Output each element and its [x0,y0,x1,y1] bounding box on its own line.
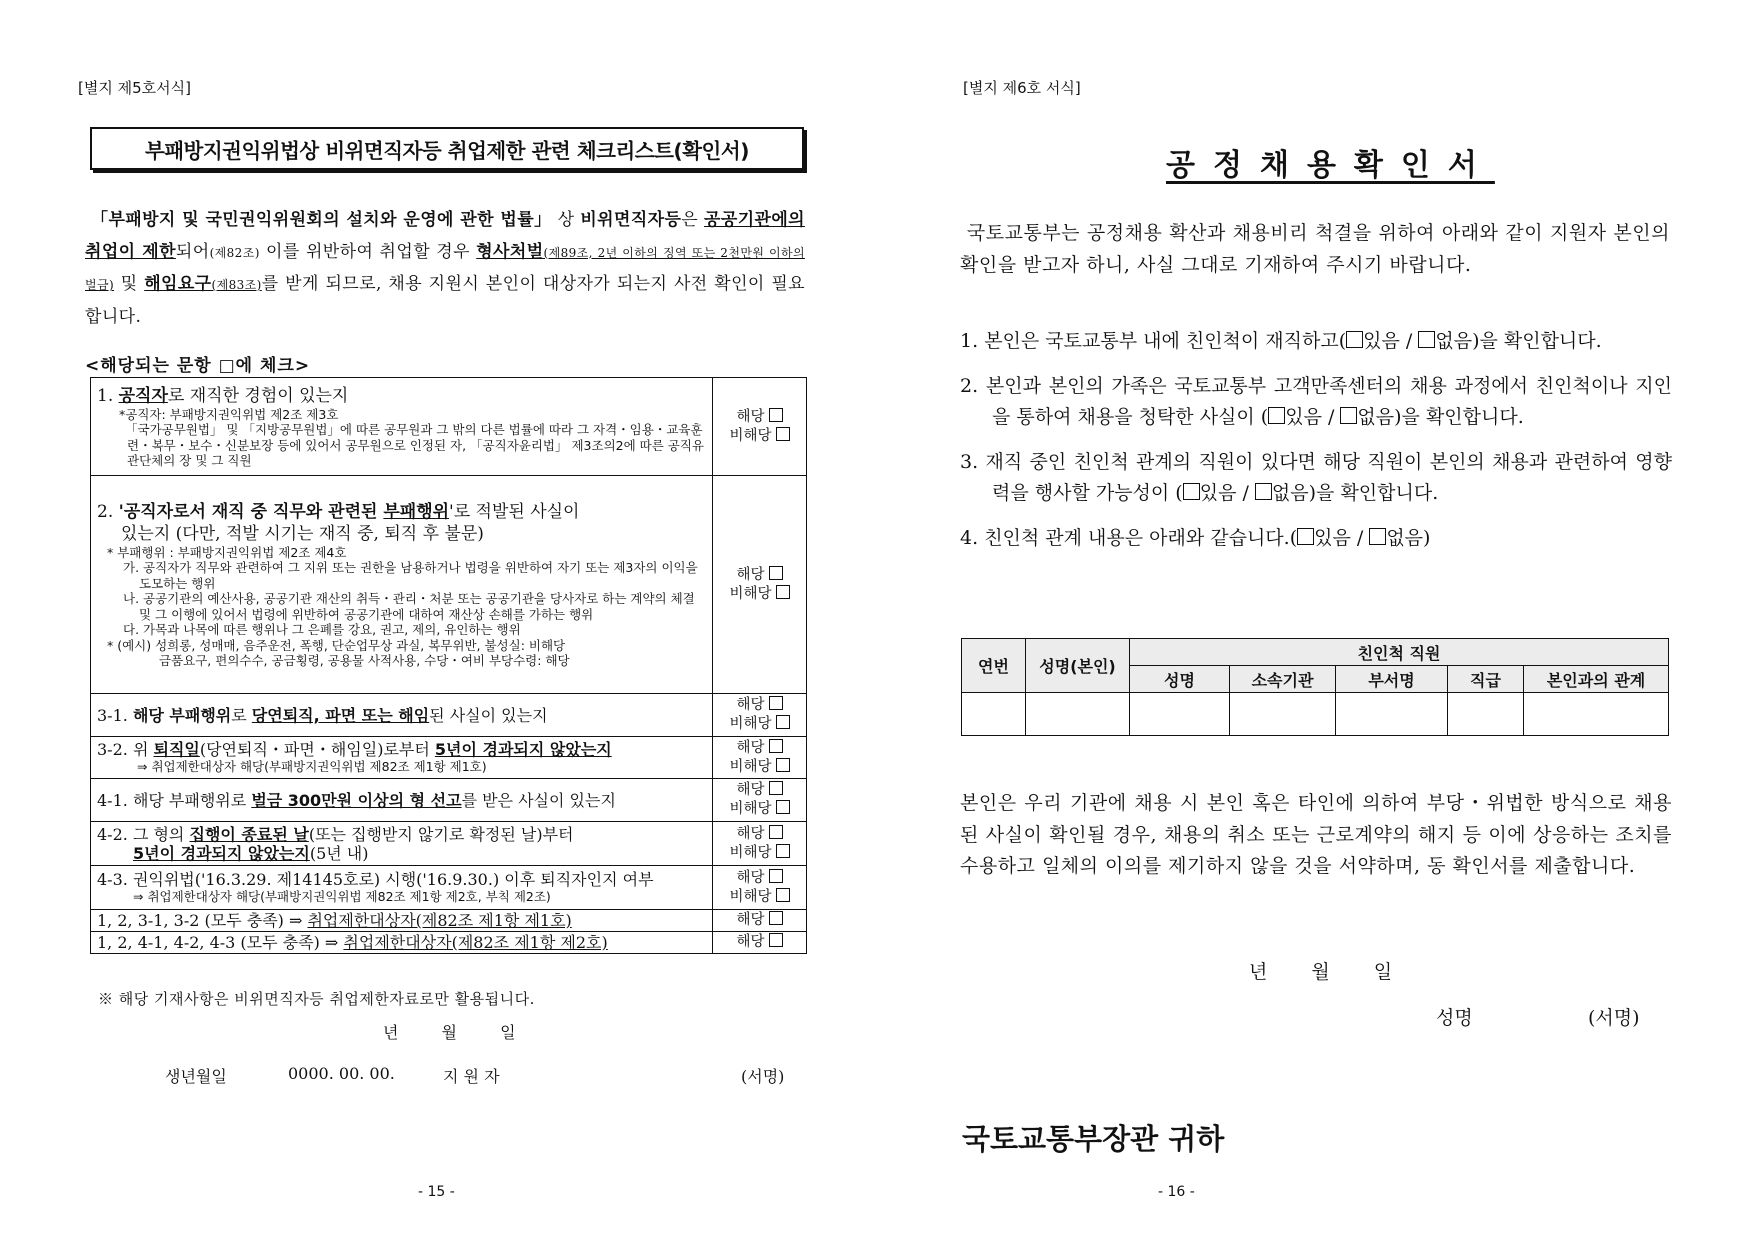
row-number: 2. [97,501,119,522]
option-yes-label: 해당 [736,408,765,425]
document-title: 공정채용확인서 [1166,148,1495,183]
option-no-label: 없음 [1357,406,1395,428]
item-text: )을 확인합니다. [1472,330,1602,352]
question-3-1 [91,694,713,737]
row-keyword: 5년이 경과되지 않았는지 [133,843,310,863]
answer-options [713,694,807,737]
table-row [91,932,807,954]
option-no-label: 비해당 [729,585,772,602]
row-number: 4-2. 그 형의 [97,824,190,844]
header-department: 부서명 [1336,666,1448,693]
item-text: 본인과 본인의 가족은 국토교통부 고객만족센터의 채용 과정에서 친인척이나 지인을 통하여 채용을 청탁한 사실이 ( [985,374,1672,428]
answer-options [713,866,807,910]
header-organization: 소속기관 [1230,666,1336,693]
list-item [960,371,1672,434]
summary-row-2 [91,932,713,954]
option-no-label: 없음 [1386,526,1424,549]
page-number: - 15 - [418,1184,455,1200]
item-text: ) [1423,526,1431,549]
row-keyword: 벌금 300만원 이상의 형 선고 [251,790,462,810]
option-yes-label: 해당 [736,912,765,928]
table-row [962,693,1669,736]
option-yes-label: 있음 [1314,526,1351,549]
row-text: (5년 내) [309,843,369,863]
table-row [91,378,807,476]
intro-ref: (제82조) [209,245,260,260]
law-name: 「부패방지 및 국민권익위원회의 설치와 운영에 관한 법률」 [90,210,552,230]
list-item [960,447,1672,510]
checkbox-yes[interactable] [1297,528,1314,545]
checkbox-no[interactable] [1340,407,1357,424]
row-result: 취업제한대상자(제82조 제1항 제1호) [307,911,572,930]
table-row [91,476,807,694]
row-result: 취업제한대상자(제82조 제1항 제2호) [343,933,608,952]
option-no-label: 비해당 [729,716,772,732]
relatives-table [961,638,1669,736]
checkbox-no[interactable] [776,427,790,441]
item-text: 친인척 관계 내용은 아래와 같습니다.( [984,526,1298,549]
option-yes-label: 해당 [736,869,765,886]
row-text: 4-3. 권익위법('16.3.29. 제14145호로) 시행('16.9.30.) 이후 퇴직자인지 여부 [97,870,654,890]
birth-value: 0000. 00. 00. [288,1064,395,1083]
signature-mark: (서명) [1588,1007,1640,1029]
option-no-label: 없음 [1435,330,1473,352]
checkbox-yes[interactable] [1183,483,1200,500]
birth-label: 생년월일 [165,1067,227,1086]
header-relative-name: 성명 [1130,666,1230,693]
item-text: 본인은 국토교통부 내에 친인척이 재직하고( [984,330,1347,352]
separator: / [1399,330,1419,352]
checkbox-no[interactable] [776,844,790,858]
row-keyword: 집행이 종료된 날 [189,824,309,844]
check-heading: <해당되는 문항 □에 체크> [85,356,311,376]
header-group: 친인척 직원 [1130,639,1669,666]
table-row [91,694,807,737]
separator: / [1350,526,1370,549]
checkbox-no[interactable] [1369,528,1386,545]
option-no-label: 비해당 [729,758,772,775]
form-label: [별지 제6호 서식] [963,79,1081,97]
option-no-label: 비해당 [729,844,772,861]
table-row [91,737,807,779]
item-number: 4. [960,526,979,549]
intro-text: 이를 위반하여 취업할 경우 [259,241,477,262]
signature-mark: (서명) [741,1067,785,1086]
checkbox-yes[interactable] [769,825,783,839]
row-text: '로 적발된 사실이 [449,501,580,522]
table-header-row [962,639,1669,666]
row-keyword: '공직자로서 재직 중 직무와 관련된 [118,501,384,522]
row-number: 3-1. [97,705,133,725]
checkbox-yes[interactable] [1346,331,1363,348]
row-text: 있는지 (다만, 적발 시기는 재직 중, 퇴직 후 불문) [121,523,484,544]
option-yes-label: 해당 [736,739,765,756]
intro-paragraph [960,218,1670,281]
page-number: - 16 - [1158,1184,1195,1200]
answer-options [713,910,807,932]
row-subnote: ⇒ 취업제한대상자 해당(부패방지권익위법 제82조 제1항 제2호, 부칙 제2조) [133,889,551,905]
answer-options [713,932,807,954]
intro-restriction: 공공기관에의 취업이 제한 [85,210,805,262]
question-4-3 [91,866,713,910]
option-yes-label: 해당 [736,697,765,713]
item-text: 재직 중인 친인척 관계의 직원이 있다면 해당 직원이 본인의 채용과 관련하여 영향력을 행사할 가능성이 ( [985,450,1672,504]
question-2 [91,476,713,694]
date-line: 년 월 일 [1249,961,1393,983]
option-yes-label: 있음 [1285,406,1322,428]
cell-no[interactable] [962,693,1026,736]
cell-organization[interactable] [1230,693,1336,736]
pledge-paragraph: 본인은 우리 기관에 채용 시 본인 혹은 타인에 의하여 부당・위법한 방식으로 채용된 사실이 확인될 경우, 채용의 취소 또는 근로계약의 해지 등 이에 상응하는 조치를 수용하고 일체의 이의를 제기하지 않을 것을 서약하며, 동 확인서를 제출합니다. [960,792,1672,877]
cell-rank[interactable] [1448,693,1524,736]
summary-row-1 [91,910,713,932]
row-text: 된 사실이 있는지 [429,705,548,725]
item-text: )을 확인합니다. [1308,482,1439,504]
list-item [960,523,1672,555]
document-title: 부패방지권익위법상 비위면직자등 취업제한 관련 체크리스트(확인서) [144,138,750,163]
option-yes-label: 해당 [736,825,765,842]
row-text: (당연퇴직・파면・해임일)로부터 [199,740,435,760]
intro-text: 국토교통부는 공정채용 확산과 채용비리 척결을 위하여 아래와 같이 지원자 본인의 확인을 받고자 하니, 사실 그대로 기재하여 주시기 바랍니다. [960,222,1670,276]
option-yes-label: 있음 [1199,482,1237,504]
cell-department[interactable] [1336,693,1448,736]
intro-ref: (제89조, 2년 이하의 징역 또는 2천만원 이하의 벌금) [85,245,805,292]
cell-relative-name[interactable] [1130,693,1230,736]
question-4-1 [91,779,713,822]
intro-text: 상 [551,210,581,230]
row-subnote: 나. 공공기관의 예산사용, 공공기관 재산의 취득・관리・처분 또는 공공기관을 당사자로 하는 계약의 체결 및 그 이행에 있어서 법령에 위반하여 공공기관에 대하여 재산상 손해를 가하는 행위 [123,591,695,622]
header-name: 성명(본인) [1026,639,1130,693]
row-keyword: 공직자 [118,385,168,406]
item-number: 1. [960,330,979,352]
applicant-label: 지 원 자 [443,1067,500,1086]
list-item [960,326,1672,358]
usage-note: ※ 해당 기재사항은 비위면직자등 취업제한자료로만 활용됩니다. [98,990,535,1008]
checkbox-yes[interactable] [769,566,783,580]
intro-penalty: 형사처벌 [476,241,544,262]
answer-options [713,779,807,822]
item-number: 2. [960,374,979,397]
checkbox-yes[interactable] [1268,407,1285,424]
intro-ref: (제83조) [211,278,262,292]
item-number: 3. [960,450,979,473]
checkbox-yes[interactable] [769,408,783,422]
checkbox-no[interactable] [776,800,790,814]
row-text: 로 재직한 경험이 있는지 [167,385,349,406]
row-subnote: *공직자: 부패방지권익위법 제2조 제3호 [119,406,339,422]
checkbox-yes[interactable] [769,696,783,710]
row-keyword: 5년이 경과되지 않았는지 [434,740,612,760]
row-subnote: 「국가공무원법」 및 「지방공무원법」에 따른 공무원과 그 밖의 다른 법률에 따라 그 자격・임용・교육훈련・복무・보수・신분보장 등에 있어서 공무원으로 인정된 자, 「공직자윤리법」 제3조의2에 따른 공직유관단체의 장 및 그 직원 [125,422,704,468]
answer-options [713,822,807,866]
row-text: 1, 2, 3-1, 3-2 (모두 충족) ⇒ [97,911,308,930]
cell-relationship[interactable] [1524,693,1669,736]
row-text: 로 [231,705,252,725]
signature-name-label: 성명 [1436,1007,1473,1029]
question-3-2 [91,737,713,779]
row-text: 를 받은 사실이 있는지 [461,790,616,810]
checkbox-yes[interactable] [769,911,783,925]
intro-paragraph [85,205,805,333]
row-keyword: 부패행위 [383,501,450,522]
row-subnote: * 부패행위 : 부패방지권익위법 제2조 제4호 [107,544,347,560]
intro-dismissal: 해임요구 [144,274,212,294]
cell-name[interactable] [1026,693,1130,736]
row-text: 1, 2, 4-1, 4-2, 4-3 (모두 충족) ⇒ [97,933,344,952]
table-row [91,779,807,822]
checkbox-no[interactable] [1255,483,1272,500]
option-no-label: 비해당 [729,427,772,444]
addressee: 국토교통부장관 귀하 [962,1122,1225,1156]
intro-text: 및 [114,274,145,294]
row-text: (또는 집행받지 않기로 확정된 날)부터 [308,824,574,844]
row-subnote: 금품요구, 편의수수, 공금횡령, 공용물 사적사용, 수당・여비 부당수령: 해당 [159,653,570,668]
option-yes-label: 있음 [1363,330,1400,352]
row-number: 1. [97,385,119,406]
intro-text: 를 받게 되므로, 채용 지원시 본인이 대상자가 되는지 사전 확인이 필요합니다. [85,274,805,327]
answer-options [713,378,807,476]
answer-options [713,737,807,779]
option-no-label: 없음 [1271,482,1309,504]
header-rank: 직급 [1448,666,1524,693]
option-yes-label: 해당 [736,782,765,798]
row-number: 4-1. 해당 부패행위로 [97,790,252,810]
row-number: 3-2. 위 [97,740,154,760]
separator: / [1321,406,1341,428]
row-keyword: 퇴직일 [153,740,200,760]
header-no: 연번 [962,639,1026,693]
option-no-label: 비해당 [729,888,772,905]
question-1 [91,378,713,476]
checklist-table [90,377,807,954]
checkbox-no[interactable] [776,715,790,729]
document-title-box [90,127,804,170]
checkbox-yes[interactable] [769,739,783,753]
table-row [91,910,807,932]
intro-subject: 비위면직자등 [580,210,682,230]
checkbox-no[interactable] [1418,331,1435,348]
header-relationship: 본인과의 관계 [1524,666,1669,693]
intro-text: 은 [681,210,705,230]
option-no-label: 비해당 [729,801,772,817]
table-row [91,822,807,866]
checkbox-yes[interactable] [769,933,783,947]
date-line: 년 월 일 [383,1023,516,1042]
right-page [876,0,1752,1239]
checkbox-yes[interactable] [769,781,783,795]
row-subnote: 다. 가목과 나목에 따른 행위나 그 은폐를 강요, 권고, 제의, 유인하는 행위 [123,622,521,637]
checkbox-no[interactable] [776,758,790,772]
checkbox-yes[interactable] [769,869,783,883]
row-keyword: 해당 부패행위 [132,705,232,725]
table-row [91,866,807,910]
confirmation-list [960,326,1672,567]
item-text: )을 확인합니다. [1394,406,1524,428]
row-subnote: ⇒ 취업제한대상자 해당(부패방지권익위법 제82조 제1항 제1호) [137,759,487,775]
answer-options [713,476,807,694]
checkbox-no[interactable] [776,585,790,599]
option-yes-label: 해당 [736,934,765,950]
intro-text: 되어 [175,241,210,262]
form-label: [별지 제5호서식] [78,79,191,97]
row-subnote: 가. 공직자가 직무와 관련하여 그 지위 또는 권한을 남용하거나 법령을 위반하여 자기 또는 제3자의 이익을 도모하는 행위 [123,560,698,591]
checkbox-no[interactable] [776,888,790,902]
row-subnote: * (예시) 성희롱, 성매매, 음주운전, 폭행, 단순업무상 과실, 복무위반, 불성실: 비해당 [107,637,566,653]
question-4-2 [91,822,713,866]
row-keyword: 당연퇴직, 파면 또는 해임 [251,705,430,725]
option-yes-label: 해당 [736,566,765,583]
separator: / [1236,482,1255,504]
